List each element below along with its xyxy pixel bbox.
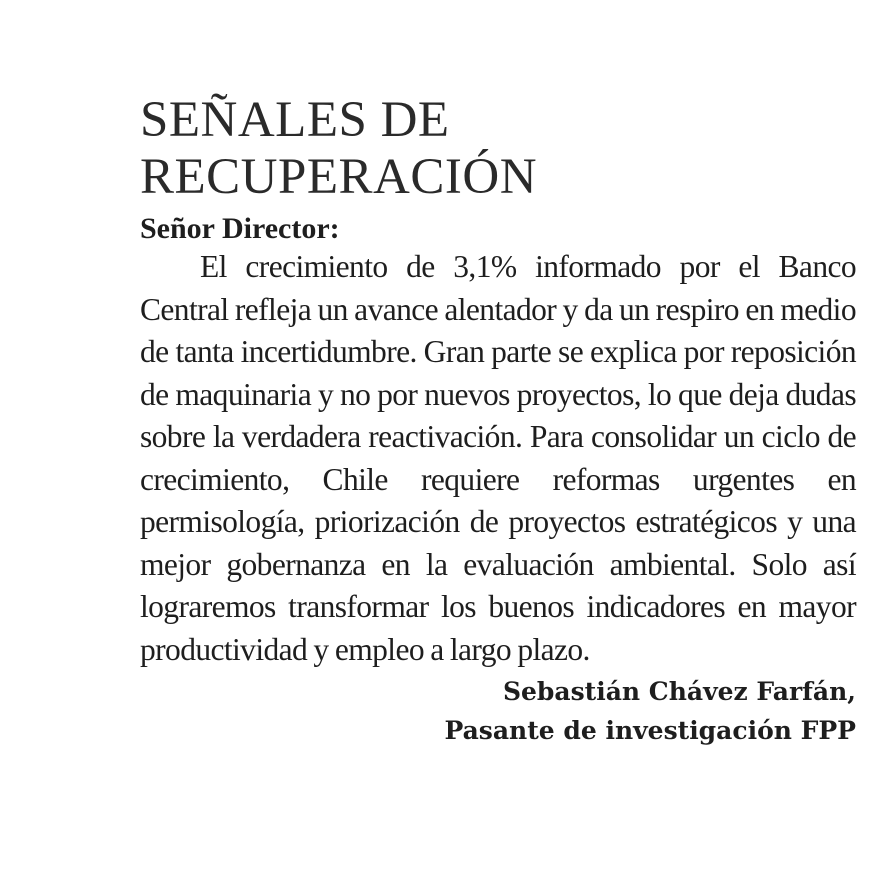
signature xyxy=(140,672,856,750)
letter-to-editor xyxy=(140,92,856,750)
headline xyxy=(140,92,856,206)
letter-body: El crecimiento de 3,1% informado por el Banco Central refleja un avance alentador y da un respiro en medio de tanta incertidumbre. Gran parte se explica por reposición de maquinaria y no por nuevos proyectos, lo que deja dudas sobre la verdadera reactivación. Para consolidar un ciclo de crecimiento, Chile requiere reformas urgentes en permisología, priorización de proyectos estratégicos y una mejor gobernanza en la evaluación ambiental. Solo así lograremos transformar los buenos indicadores en mayor productividad y empleo a largo plazo. xyxy=(140,249,856,667)
author-name: Sebastián Chávez Farfán, xyxy=(502,677,856,706)
headline-line-2: RECUPERACIÓN xyxy=(140,149,538,205)
headline-line-1: SEÑALES DE xyxy=(140,92,450,148)
author-role: Pasante de investigación FPP xyxy=(444,716,856,745)
salutation: Señor Director: xyxy=(140,212,340,245)
